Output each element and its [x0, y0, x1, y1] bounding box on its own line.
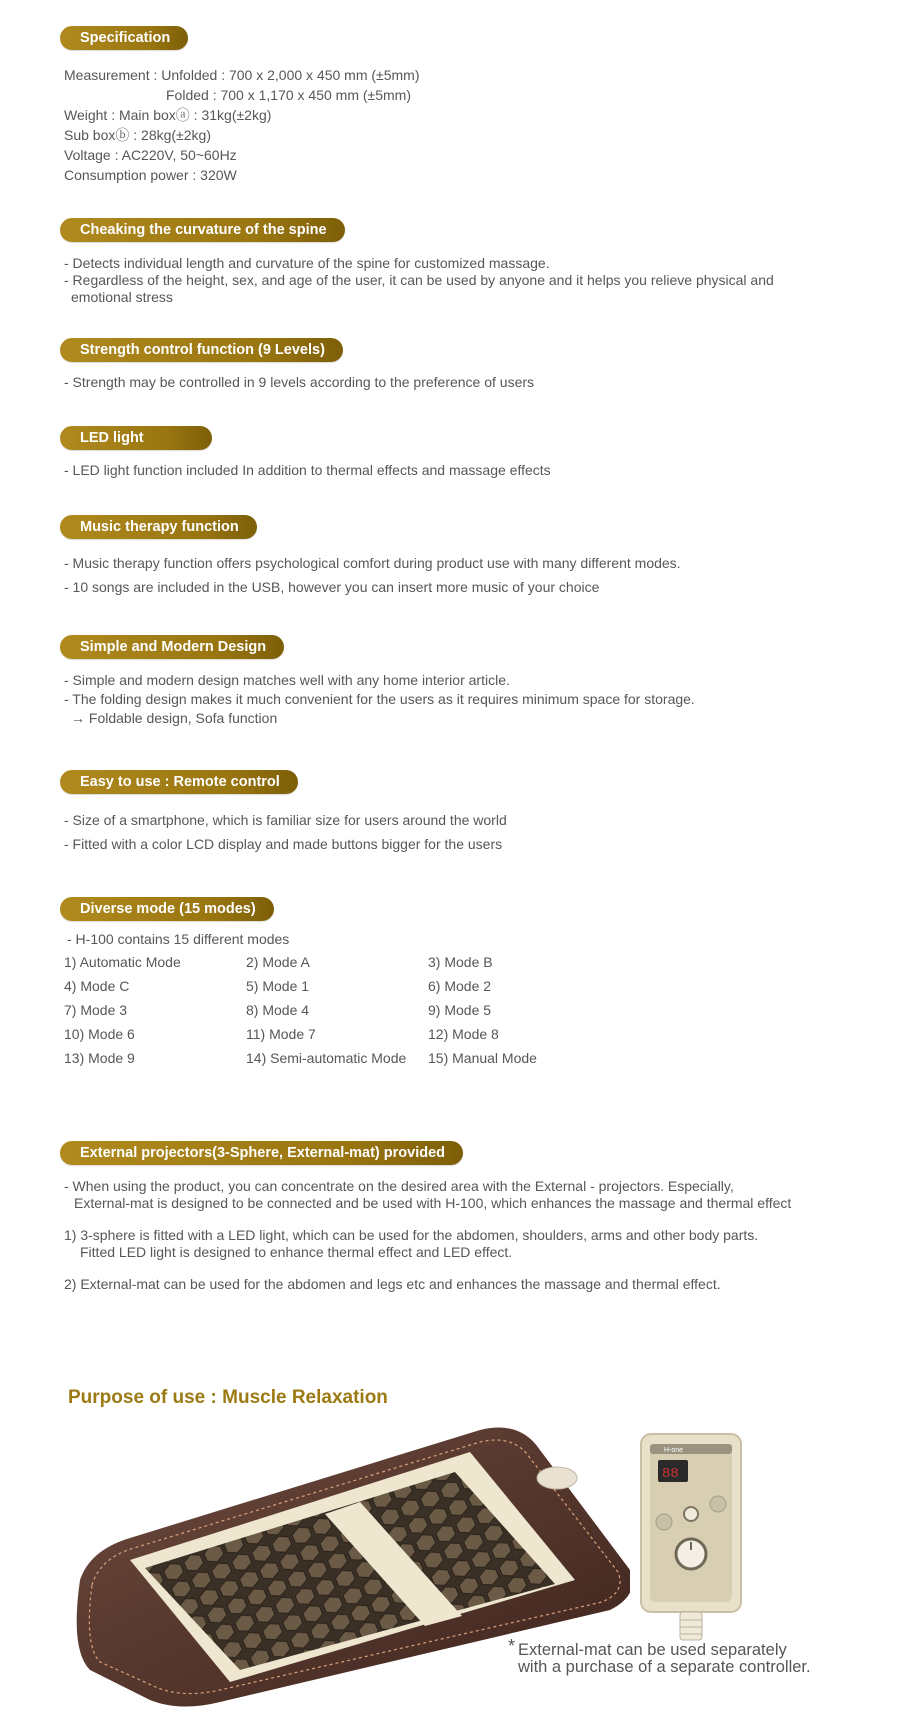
- design-line-3: → Foldable design, Sofa function: [71, 710, 278, 726]
- remote-heading: Easy to use : Remote control: [60, 770, 298, 794]
- spec-voltage: Voltage : AC220V, 50~60Hz: [64, 147, 237, 163]
- external-mat-note: [508, 1636, 811, 1676]
- music-heading: Music therapy function: [60, 515, 257, 539]
- mode-item: 9) Mode 5: [428, 1002, 492, 1018]
- music-line-2: - 10 songs are included in the USB, however you can insert more music of your choice: [64, 579, 600, 595]
- note-line-2: with a purchase of a separate controller.: [518, 1658, 811, 1676]
- remote-text: [64, 808, 507, 856]
- external-heading: External projectors(3-Sphere, External-mat) provided: [60, 1141, 463, 1165]
- controller-left-button: [656, 1514, 672, 1530]
- note-asterisk: *: [508, 1636, 516, 1656]
- spine-text: [64, 255, 774, 306]
- design-line-1: - Simple and modern design matches well with any home interior article.: [64, 672, 510, 688]
- controller-cable-plug: [680, 1612, 702, 1640]
- mode-item: 11) Mode 7: [246, 1026, 316, 1042]
- spine-line-2: - Regardless of the height, sex, and age of the user, it can be used by anyone and it helps you relieve physical and: [64, 272, 774, 288]
- specification-heading: Specification: [60, 26, 188, 50]
- spec-weight-sub: Sub boxⓑ : 28kg(±2kg): [64, 127, 211, 143]
- purpose-title: Purpose of use : Muscle Relaxation: [68, 1387, 388, 1408]
- strength-text: [64, 374, 534, 391]
- spec-power: Consumption power : 320W: [64, 167, 237, 183]
- specification-text: [64, 65, 420, 185]
- mode-item: 5) Mode 1: [246, 978, 310, 994]
- external-line-4: Fitted LED light is designed to enhance thermal effect and LED effect.: [80, 1244, 513, 1260]
- controller-power-button: [684, 1507, 698, 1521]
- remote-line-2: - Fitted with a color LCD display and made buttons bigger for the users: [64, 836, 503, 852]
- modes-heading: Diverse mode (15 modes): [60, 897, 274, 921]
- controller-brand: H-one: [664, 1447, 684, 1454]
- mode-item: 13) Mode 9: [64, 1050, 135, 1066]
- mode-item: 15) Manual Mode: [428, 1050, 537, 1066]
- external-text: [64, 1178, 791, 1293]
- spec-measurement-folded: Folded : 700 x 1,170 x 450 mm (±5mm): [166, 87, 412, 103]
- note-line-1: External-mat can be used separately: [518, 1641, 787, 1659]
- mode-item: 4) Mode C: [64, 978, 130, 994]
- controller-brand-bar: [650, 1444, 732, 1454]
- led-heading: LED light: [60, 426, 212, 450]
- design-heading: Simple and Modern Design: [60, 635, 284, 659]
- design-line-2: - The folding design makes it much convenient for the users as it requires minimum space for storage.: [64, 691, 695, 707]
- strength-heading: Strength control function (9 Levels): [60, 338, 343, 362]
- design-text: [64, 671, 695, 728]
- led-line-1: - LED light function included In addition to thermal effects and massage effects: [64, 462, 551, 478]
- spine-heading: Cheaking the curvature of the spine: [60, 218, 345, 242]
- music-line-1: - Music therapy function offers psychological comfort during product use with many different modes.: [64, 555, 681, 571]
- external-line-2: External-mat is designed to be connected and be used with H-100, which enhances the massage and thermal effect: [74, 1195, 792, 1211]
- modes-intro: - H-100 contains 15 different modes: [67, 931, 290, 947]
- controller-right-button: [710, 1496, 726, 1512]
- mode-item: 1) Automatic Mode: [64, 954, 181, 970]
- mode-item: 3) Mode B: [428, 954, 493, 970]
- spine-line-3: emotional stress: [71, 289, 173, 305]
- mode-item: 6) Mode 2: [428, 978, 492, 994]
- mode-item: 8) Mode 4: [246, 1002, 310, 1018]
- spine-line-1: - Detects individual length and curvature of the spine for customized massage.: [64, 255, 550, 271]
- external-line-3: 1) 3-sphere is fitted with a LED light, which can be used for the abdomen, shoulders, arms and other body parts.: [64, 1227, 759, 1243]
- controller-display-digits: 88: [662, 1466, 679, 1482]
- mode-item: 2) Mode A: [246, 954, 310, 970]
- spec-measurement-unfolded: Measurement : Unfolded : 700 x 2,000 x 450 mm (±5mm): [64, 67, 420, 83]
- mode-item: 10) Mode 6: [64, 1026, 135, 1042]
- external-line-5: 2) External-mat can be used for the abdomen and legs etc and enhances the massage and thermal effect.: [64, 1276, 721, 1292]
- mode-item: 12) Mode 8: [428, 1026, 499, 1042]
- controller-image: [636, 1432, 746, 1647]
- remote-line-1: - Size of a smartphone, which is familiar size for users around the world: [64, 812, 507, 828]
- strength-line-1: - Strength may be controlled in 9 levels according to the preference of users: [64, 374, 535, 390]
- mode-item: 14) Semi-automatic Mode: [246, 1050, 407, 1066]
- music-text: [64, 551, 681, 599]
- led-text: [64, 462, 551, 479]
- mat-connector: [537, 1467, 577, 1489]
- external-line-1: - When using the product, you can concentrate on the desired area with the External - projectors. Especially,: [64, 1178, 734, 1194]
- spec-weight-main: Weight : Main boxⓐ : 31kg(±2kg): [64, 107, 272, 123]
- mode-item: 7) Mode 3: [64, 1002, 128, 1018]
